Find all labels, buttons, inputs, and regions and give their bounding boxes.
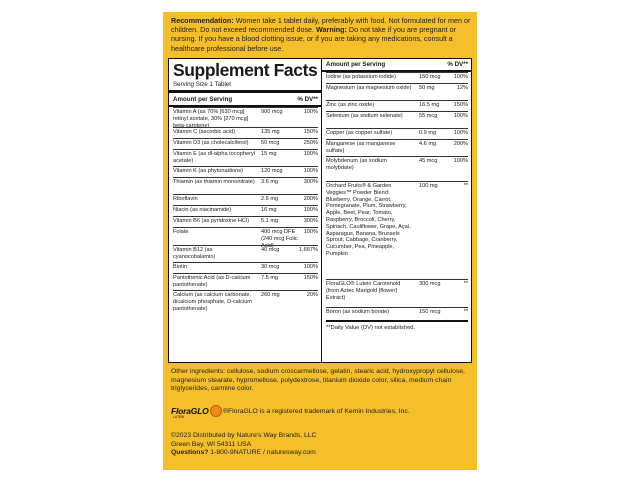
facts-title: Supplement Facts (173, 60, 318, 80)
nutrient-name: Vitamin K (as phytonadione) (173, 168, 244, 174)
nutrient-amount: 100 mg (419, 183, 438, 189)
nutrient-amount: 3.6 mg (261, 179, 279, 185)
nutrient-amount: 260 mg (261, 292, 280, 298)
nutrient-name: Boron (as sodium borate) (326, 309, 390, 315)
nutrient-name: Vitamin B6 (as pyridoxine HCl) (173, 218, 250, 224)
nutrient-dv: 100% (303, 109, 318, 115)
nutrient-dv: 100% (303, 168, 318, 174)
nutrient-row (173, 177, 318, 194)
right-amount-header (326, 60, 468, 69)
nutrient-row (326, 128, 468, 139)
nutrient-name: Pantothenic Acid (as D-calcium pantothenate) (173, 275, 251, 288)
other-ingredients: Other ingredients: cellulose, sodium croscarmellose, gelatin, stearic acid, hydroxypropyl cellulose, magnesium stearate, hypromellose, polydextrose, titanium dioxide color, silica, medium chain triglycerides, carmine color. (171, 368, 465, 393)
nutrient-amount: 45 mcg (419, 158, 438, 164)
warning-heading: Warning: (316, 25, 347, 35)
nutrient-name: Riboflavin (173, 196, 198, 202)
nutrient-dv: 100% (453, 74, 468, 80)
facts-right-column (322, 59, 471, 362)
dv-footnote: **Daily Value (DV) not established. (326, 320, 468, 331)
nutrient-dv: 150% (303, 129, 318, 135)
nutrient-row (326, 307, 468, 318)
nutrient-row (173, 166, 318, 177)
nutrient-row (326, 181, 468, 279)
nutrient-amount: 50 mg (419, 85, 435, 91)
warning-body: Do not take if you are pregnant or nursing. If you have a blood clotting issue, or if you are taking any medications, consult a healthcare professional before use. (171, 25, 456, 53)
amount-per-serving-label: Amount per Serving (326, 61, 386, 68)
questions-line (171, 449, 471, 458)
nutrient-amount: 40 mcg (261, 247, 280, 253)
nutrient-dv: 250% (303, 140, 318, 146)
nutrient-row (173, 290, 318, 316)
recommendation-heading: Recommendation: (171, 16, 234, 25)
distributor-info (171, 432, 471, 458)
distributor-line: ©2023 Distributed by Nature's Way Brands, LLC (171, 432, 317, 439)
recommendation-text (171, 16, 471, 53)
nutrient-row (173, 127, 318, 138)
nutrient-dv: 150% (453, 102, 468, 108)
trademark-notice: ®FloraGLO is a registered trademark of Kemin Industries, Inc. (223, 408, 410, 415)
nutrient-row (326, 156, 468, 181)
thick-rule (169, 90, 321, 93)
nutrient-row (173, 205, 318, 216)
nutrient-dv: ** (463, 309, 468, 315)
questions-contact: 1-800-9NATURE / naturesway.com (208, 449, 316, 457)
nutrient-amount: 300 mcg (419, 281, 441, 287)
dv-label: % DV** (447, 61, 468, 68)
nutrient-row (326, 72, 468, 83)
nutrient-dv: 300% (303, 218, 318, 224)
nutrient-row (326, 139, 468, 156)
nutrient-name: Iodine (as potassium iodide) (326, 74, 396, 80)
nutrient-dv: 300% (303, 179, 318, 185)
nutrient-name: Manganese (as manganese sulfate) (326, 141, 396, 154)
logo-subtext: LUTEIN (173, 415, 185, 419)
nutrient-name: Orchard Fruits® & Garden Veggies™ Powder Blend: Blueberry, Orange, Carrot, Pomegranate, Plum, Strawberry, Apple, Beet, Pear, Tomato, Raspberry, Broccoli, Cherry, Spinach, Cauliflower, Grape, Açaí, Asparagus, Banana, Brussels Sprout, Cabbage, Cranberry, Cucumber, Pea, Pineapple, Pumpkin (326, 183, 411, 257)
nutrient-amount: 5.1 mg (261, 218, 279, 224)
nutrient-dv: 100% (303, 229, 318, 235)
nutrient-row (173, 107, 318, 127)
left-amount-header (173, 95, 318, 104)
nutrient-name: Vitamin D3 (as cholecalciferol) (173, 140, 249, 146)
nutrient-row (173, 273, 318, 290)
nutrient-amount: 16.5 mg (419, 102, 440, 108)
supplement-facts-panel (168, 58, 472, 363)
nutrient-name: Magnesium (as magnesium oxide) (326, 85, 412, 91)
nutrient-dv: ** (463, 183, 468, 189)
nutrient-row (326, 83, 468, 100)
nutrient-dv: 12% (456, 85, 468, 91)
nutrient-amount: 400 mcg DFE (240 mcg Folic Acid) (261, 229, 298, 249)
nutrient-name: Biotin (173, 264, 187, 270)
nutrient-amount: 30 mcg (261, 264, 280, 270)
nutrient-name: Niacin (as niacinamide) (173, 207, 232, 213)
nutrient-dv: 100% (453, 130, 468, 136)
nutrient-name: Vitamin B12 (as cyanocobalamin) (173, 247, 216, 260)
nutrient-row (173, 245, 318, 262)
questions-label: Questions? (171, 449, 209, 457)
nutrient-row (173, 138, 318, 149)
amount-per-serving-label: Amount per Serving (173, 96, 233, 103)
nutrient-name: Molybdenum (as sodium molybdate) (326, 158, 387, 171)
nutrient-dv: 1,667% (299, 247, 318, 253)
nutrient-name: FloraGLO® Lutein Carotenoid (from Aztec Marigold [flower] Extract) (326, 281, 401, 301)
nutrient-amount: 7.5 mg (261, 275, 279, 281)
nutrient-name: Vitamin A (as 70% [630 mcg] retinyl acetate, 30% [270 mcg] beta-carotene) (173, 109, 249, 129)
nutrient-dv: 20% (306, 292, 318, 298)
nutrient-amount: 50 mcg (261, 140, 280, 146)
nutrient-row (173, 227, 318, 249)
nutrient-row (173, 149, 318, 166)
nutrient-amount: 0.9 mg (419, 130, 437, 136)
nutrient-row (173, 216, 318, 227)
nutrient-name: Copper (as copper sulfate) (326, 130, 393, 136)
nutrient-amount: 120 mcg (261, 168, 283, 174)
nutrient-name: Calcium (as calcium carbonate, dicalcium phosphate, D-calcium pantothenate) (173, 292, 252, 312)
nutrient-name: Vitamin C (ascorbic acid) (173, 129, 236, 135)
nutrient-dv: 200% (303, 196, 318, 202)
floraglo-logo (171, 405, 219, 419)
nutrient-amount: 15 mg (261, 151, 277, 157)
nutrient-amount: 2.6 mg (261, 196, 279, 202)
nutrient-dv: ** (463, 281, 468, 287)
nutrient-row (326, 111, 468, 128)
distributor-address: Green Bay, WI 54311 USA (171, 440, 252, 448)
nutrient-dv: 100% (453, 113, 468, 119)
nutrient-name: Selenium (as sodium selenate) (326, 113, 403, 119)
dv-label: % DV** (297, 96, 318, 103)
serving-size: Serving Size 1 Tablet (173, 81, 232, 88)
nutrient-name: Folate (173, 229, 189, 235)
nutrient-row (173, 262, 318, 273)
nutrient-name: Thiamin (as thiamin mononitrate) (173, 179, 255, 185)
nutrient-dv: 200% (453, 141, 468, 147)
nutrient-amount: 135 mg (261, 129, 280, 135)
nutrient-dv: 100% (303, 207, 318, 213)
nutrient-dv: 150% (303, 275, 318, 281)
nutrient-dv: 100% (303, 264, 318, 270)
nutrient-dv: 100% (303, 151, 318, 157)
nutrient-amount: 900 mcg (261, 109, 283, 115)
nutrient-name: Zinc (as zinc oxide) (326, 102, 375, 108)
nutrient-amount: 16 mg (261, 207, 277, 213)
nutrient-row (326, 100, 468, 111)
nutrient-row (326, 279, 468, 307)
nutrient-amount: 55 mcg (419, 113, 438, 119)
nutrient-name: Vitamin E (as dl-alpha tocopheryl acetate) (173, 151, 255, 164)
nutrient-row (173, 194, 318, 205)
nutrient-amount: 150 mcg (419, 74, 441, 80)
recommendation-body: Women take 1 tablet daily, preferably with food. Not formulated for men or children. Do not exceed recommended dose. (171, 16, 471, 35)
marigold-icon (210, 405, 222, 417)
logo-wordmark: FloraGLO (171, 406, 209, 416)
nutrient-dv: 100% (453, 158, 468, 164)
nutrient-amount: 150 mcg (419, 309, 441, 315)
nutrient-amount: 4.6 mg (419, 141, 437, 147)
facts-left-column (169, 59, 322, 362)
